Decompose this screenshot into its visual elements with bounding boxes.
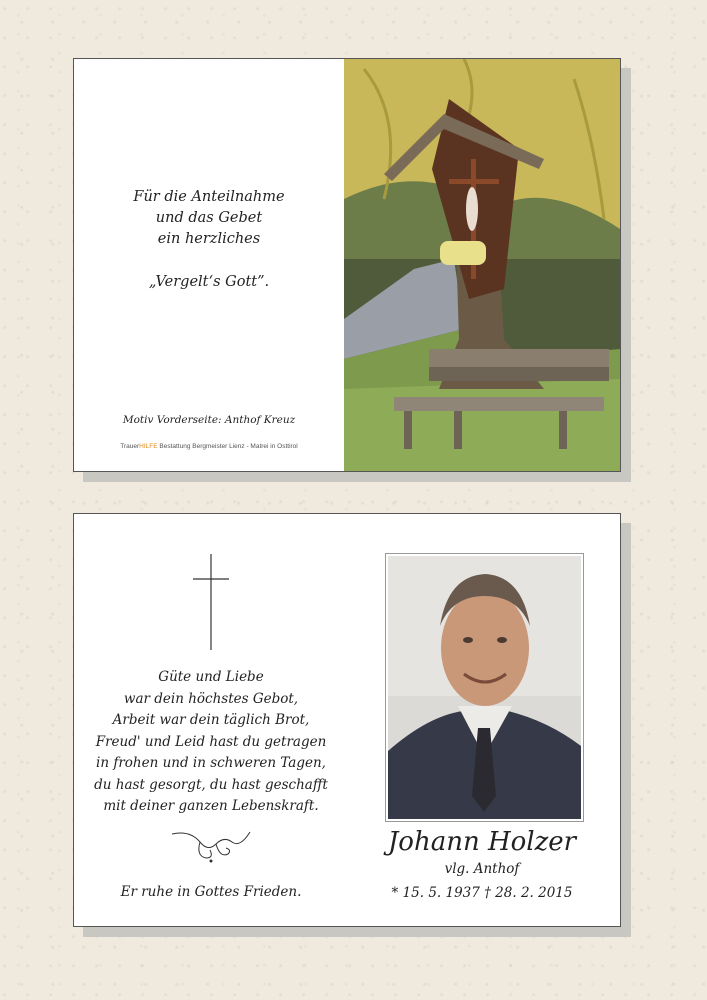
motiv-caption: Motiv Vorderseite: Anthof Kreuz bbox=[122, 414, 296, 426]
flourish-ornament-icon bbox=[170, 828, 252, 864]
verse-line: Freud' und Leid hast du getragen bbox=[95, 733, 327, 750]
thank-you-card bbox=[73, 58, 621, 472]
memorial-card bbox=[73, 513, 621, 927]
house-name: vlg. Anthof bbox=[444, 861, 520, 877]
thanks-text bbox=[74, 187, 344, 293]
cross-icon bbox=[193, 554, 229, 650]
credit-highlight: HILFE bbox=[139, 443, 158, 450]
verse-line: war dein höchstes Gebot, bbox=[123, 690, 299, 707]
thanks-line: Für die Anteilnahme bbox=[133, 189, 285, 205]
deceased-name: Johann Holzer bbox=[387, 827, 577, 857]
thanks-line: und das Gebet bbox=[155, 210, 263, 226]
thanks-line: „Vergelt‘s Gott”. bbox=[148, 274, 270, 290]
rest-in-peace-text: Er ruhe in Gottes Frieden. bbox=[120, 884, 302, 900]
verse-line: mit deiner ganzen Lebenskraft. bbox=[103, 798, 319, 814]
funeral-home-credit bbox=[74, 443, 344, 450]
verse-line: in frohen und in schweren Tagen, bbox=[96, 755, 326, 771]
thanks-line: ein herzliches bbox=[157, 231, 261, 247]
verse-line: du hast gesorgt, du hast geschafft bbox=[94, 776, 328, 793]
credit-prefix: Trauer bbox=[120, 443, 140, 450]
portrait-photo bbox=[385, 553, 584, 822]
verse-line: Arbeit war dein täglich Brot, bbox=[112, 712, 310, 728]
verse-line: Güte und Liebe bbox=[158, 669, 264, 685]
life-dates: * 15. 5. 1937 † 28. 2. 2015 bbox=[391, 885, 573, 901]
wayside-crucifix-photo bbox=[344, 59, 620, 471]
credit-suffix: Bestattung Bergmeister Lienz - Matrei in Osttirol bbox=[157, 443, 298, 450]
memorial-verse bbox=[74, 667, 348, 818]
